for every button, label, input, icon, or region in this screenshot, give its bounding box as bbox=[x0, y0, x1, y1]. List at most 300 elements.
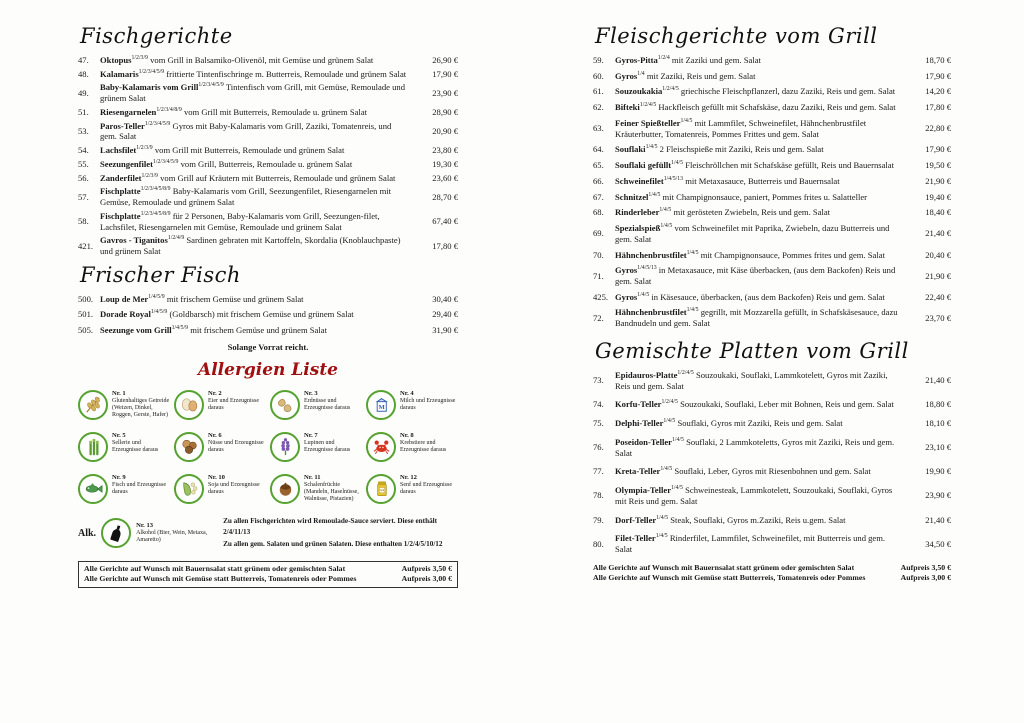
item-name: Oktopus bbox=[100, 55, 132, 65]
menu-item bbox=[78, 173, 458, 184]
item-number: 64. bbox=[593, 144, 604, 155]
allergen-item bbox=[78, 474, 170, 504]
item-description: in Käsesauce, überbacken, (aus dem Backofen) Reis und gem. Salat bbox=[651, 291, 885, 302]
allergen-item bbox=[78, 432, 170, 462]
item-text bbox=[615, 292, 907, 303]
item-allergen-codes: 1/2/3/4/5/9 bbox=[198, 82, 224, 89]
item-text bbox=[615, 160, 907, 171]
wheat-icon bbox=[78, 390, 108, 420]
item-number: 71. bbox=[593, 270, 604, 281]
allergen-number: Nr. 4 bbox=[400, 389, 414, 397]
item-description: Souflaki, Leber, Gyros mit Riesenbohnen und gem. Salat bbox=[674, 466, 871, 477]
item-allergen-codes: 1/4 bbox=[637, 70, 645, 77]
item-number: 80. bbox=[593, 538, 604, 549]
item-description: in Metaxasauce, mit Käse überbacken, (aus dem Backofen) Reis und gem. Salat bbox=[615, 265, 896, 287]
allergen-number: Nr. 13 bbox=[136, 522, 154, 530]
allergen-text bbox=[400, 474, 458, 496]
allergen-number: Nr. 12 bbox=[400, 473, 417, 481]
item-description: mit gerösteten Zwiebeln, Reis und gem. Salat bbox=[673, 207, 831, 218]
item-name: Schnitzel bbox=[615, 191, 649, 202]
allergen-text bbox=[136, 522, 214, 544]
item-allergen-codes: 1/2/4/5 bbox=[662, 86, 679, 93]
allergen-number: Nr. 5 bbox=[112, 431, 126, 439]
footer-note-price: Aufpreis 3,50 € bbox=[900, 562, 951, 572]
item-name: Loup de Mer bbox=[100, 293, 149, 304]
mustard-icon bbox=[366, 474, 396, 504]
item-description: griechische Fleischpflanzerl, dazu Zaziki, Reis und gem. Salat bbox=[680, 86, 896, 97]
item-description: Gyros mit Baby-Kalamaris vom Grill, Zaziki, Tomatenreis, und gem. Salat bbox=[100, 120, 392, 142]
allergen-label: Lupinen und Erzeugnisse daraus bbox=[304, 439, 351, 453]
item-text bbox=[615, 144, 907, 155]
item-number: 500. bbox=[78, 293, 94, 304]
allergen-item bbox=[78, 390, 170, 420]
allergen-text bbox=[208, 474, 266, 496]
item-text bbox=[615, 223, 907, 244]
item-name: Kreta-Teller bbox=[615, 466, 661, 477]
item-price: 19,40 € bbox=[925, 191, 951, 202]
item-allergen-codes: 1/4/5 bbox=[645, 144, 658, 151]
item-allergen-codes: 1/4/5 bbox=[686, 249, 699, 256]
item-text bbox=[100, 145, 414, 156]
item-price: 30,40 € bbox=[432, 293, 458, 304]
item-number: 63. bbox=[593, 123, 604, 134]
allergen-text bbox=[400, 390, 458, 412]
allergen-item-alcohol bbox=[78, 516, 458, 551]
menu-item bbox=[78, 309, 458, 320]
item-price: 21,40 € bbox=[925, 514, 951, 525]
menu-item bbox=[593, 370, 951, 391]
item-text bbox=[615, 250, 907, 261]
item-allergen-codes: 1/4/5/9 bbox=[171, 325, 189, 332]
item-text bbox=[615, 437, 907, 458]
item-price: 21,90 € bbox=[925, 175, 951, 186]
item-name: Schweinefilet bbox=[615, 175, 664, 186]
item-text bbox=[100, 186, 414, 207]
item-description: vom Schweinefilet mit Paprika, Zwiebeln, dazu Butterreis und gem. Salat bbox=[615, 223, 890, 244]
menu-item bbox=[593, 102, 951, 113]
menu-item bbox=[593, 399, 951, 410]
item-allergen-codes: 1/4/5 bbox=[656, 514, 669, 521]
item-text bbox=[615, 176, 907, 187]
allergen-label: Sellerie und Erzeugnisse daraus bbox=[112, 439, 159, 453]
section-title-fleischgerichte: Fleischgerichte vom Grill bbox=[595, 24, 878, 48]
item-price: 23,90 € bbox=[432, 87, 458, 98]
menu-item bbox=[78, 159, 458, 170]
allergen-label: Krebstiere und Erzeugnisse daraus bbox=[400, 439, 447, 453]
item-number: 49. bbox=[78, 87, 89, 98]
item-price: 67,40 € bbox=[432, 216, 458, 227]
allergen-item bbox=[270, 474, 362, 504]
item-text bbox=[615, 71, 907, 82]
item-text bbox=[615, 370, 907, 391]
item-price: 21,90 € bbox=[925, 270, 951, 281]
item-number: 73. bbox=[593, 375, 604, 386]
item-allergen-codes: 1/2/4 bbox=[657, 55, 670, 62]
item-text bbox=[615, 265, 907, 286]
allergen-label: Soja und Erzeugnisse daraus bbox=[208, 481, 260, 495]
menu-item bbox=[78, 69, 458, 80]
right-footer-notes bbox=[593, 563, 951, 584]
allergen-label: Glutenhaltiges Getreide (Weizen, Dinkel, Roggen, Gerste, Hafer) bbox=[112, 397, 170, 418]
menu-item bbox=[78, 294, 458, 305]
item-description: für 2 Personen, Baby-Kalamaris vom Grill, Seezungen-filet, Lachsfilet, Riesengarnelen mit Gemüse, Remoulade und grünem Salat bbox=[100, 210, 380, 232]
allergen-item bbox=[174, 390, 266, 420]
item-description: vom Grill auf Kräutern mit Butterreis, Remoulade und grünem Salat bbox=[160, 172, 396, 183]
allergen-number: Nr. 8 bbox=[400, 431, 414, 439]
item-description: Baby-Kalamaris vom Grill, Seezungenfilet, Riesengarnelen mit Gemüse, Remoulade und grünem Salat bbox=[100, 186, 392, 208]
item-name: Gyros bbox=[615, 70, 638, 81]
item-price: 28,90 € bbox=[432, 106, 458, 117]
item-name: Seezunge vom Grill bbox=[100, 325, 172, 336]
item-number: 54. bbox=[78, 145, 89, 156]
footer-note bbox=[593, 563, 951, 574]
item-number: 51. bbox=[78, 106, 89, 117]
item-number: 421. bbox=[78, 240, 94, 251]
item-description: frittierte Tintenfischringe m. Butterreis, Remoulade und grünem Salat bbox=[166, 68, 407, 79]
item-text bbox=[615, 55, 907, 66]
item-name: Lachsfilet bbox=[100, 145, 137, 156]
item-name: Paros-Teller bbox=[100, 120, 145, 131]
menu-item bbox=[593, 307, 951, 328]
item-price: 20,40 € bbox=[925, 249, 951, 260]
item-allergen-codes: 1/4/5 bbox=[659, 207, 672, 214]
fischgerichte-list bbox=[78, 55, 458, 257]
menu-item bbox=[593, 265, 951, 286]
menu-item bbox=[593, 118, 951, 139]
item-text bbox=[615, 466, 907, 477]
allergen-number: Nr. 11 bbox=[304, 473, 321, 481]
menu-item bbox=[593, 55, 951, 66]
item-description: Souzoukaki, Souflaki, Lammkotelett, Gyros mit Zaziki, Reis und gem. Salat bbox=[615, 369, 888, 391]
crab-icon bbox=[366, 432, 396, 462]
item-text bbox=[100, 121, 414, 142]
menu-item bbox=[78, 121, 458, 142]
item-price: 22,40 € bbox=[925, 291, 951, 302]
item-text bbox=[100, 325, 414, 336]
allergen-text bbox=[304, 390, 362, 412]
item-price: 18,40 € bbox=[925, 207, 951, 218]
footer-note bbox=[84, 564, 452, 575]
footer-note-price: Aufpreis 3,00 € bbox=[401, 574, 452, 584]
item-price: 18,80 € bbox=[925, 399, 951, 410]
allergen-label: Nüsse und Erzeugnisse daraus bbox=[208, 439, 264, 453]
item-number: 48. bbox=[78, 68, 89, 79]
item-description: vom Grill mit Butterreis, Remoulade und grünem Salat bbox=[154, 145, 345, 156]
allergy-note-remoulade: Zu allen Fischgerichten wird Remoulade-Sauce serviert. Diese enthält 2/4/11/13 bbox=[223, 516, 438, 537]
milk-icon bbox=[366, 390, 396, 420]
allergen-number: Nr. 1 bbox=[112, 389, 126, 397]
section-title-gemischte-platten: Gemischte Platten vom Grill bbox=[595, 338, 909, 363]
item-number: 55. bbox=[78, 158, 89, 169]
menu-item bbox=[593, 533, 951, 554]
item-name: Olympia-Teller bbox=[615, 485, 672, 496]
item-text bbox=[100, 173, 414, 184]
item-price: 17,80 € bbox=[432, 240, 458, 251]
menu-item bbox=[78, 211, 458, 232]
frischer-fisch-list bbox=[78, 294, 458, 336]
item-allergen-codes: 1/2/3/9 bbox=[141, 172, 158, 179]
allergen-number: Nr. 2 bbox=[208, 389, 222, 397]
item-price: 14,20 € bbox=[925, 86, 951, 97]
item-price: 26,90 € bbox=[432, 55, 458, 65]
footer-note-price: Aufpreis 3,00 € bbox=[900, 573, 951, 583]
item-price: 28,70 € bbox=[432, 191, 458, 202]
allergen-number: Nr. 7 bbox=[304, 431, 318, 439]
item-description: mit Champignonsauce, paniert, Pommes frites u. Salatteller bbox=[662, 191, 868, 202]
item-allergen-codes: 1/2/4/5 bbox=[677, 370, 694, 377]
item-name: Gyros-Pitta bbox=[615, 55, 658, 65]
footer-note bbox=[84, 574, 452, 585]
item-name: Hähnchenbrustfilet bbox=[615, 249, 687, 260]
item-number: 60. bbox=[593, 70, 604, 81]
item-name: Poseidon-Teller bbox=[615, 436, 672, 447]
menu-item bbox=[78, 235, 458, 256]
item-price: 23,10 € bbox=[925, 442, 951, 453]
allergen-label: Alkohol (Bier, Wein, Metaxa, Amaretto) bbox=[136, 530, 208, 544]
item-number: 70. bbox=[593, 249, 604, 260]
item-number: 47. bbox=[78, 55, 89, 65]
item-description: Souflaki, 2 Lammkoteletts, Gyros mit Zaziki, Reis und gem. Salat bbox=[615, 436, 895, 458]
menu-item bbox=[593, 160, 951, 171]
item-number: 75. bbox=[593, 418, 604, 429]
allergen-text bbox=[112, 474, 170, 496]
menu-item bbox=[78, 186, 458, 207]
item-allergen-codes: 1/4/5 bbox=[660, 466, 673, 473]
item-name: Hähnchenbrustfilet bbox=[615, 307, 687, 318]
item-number: 79. bbox=[593, 514, 604, 525]
allergen-item bbox=[270, 390, 362, 420]
item-name: Feiner Spießteller bbox=[615, 117, 681, 128]
item-text bbox=[615, 418, 907, 429]
item-number: 65. bbox=[593, 160, 604, 171]
footer-note-price: Aufpreis 3,50 € bbox=[401, 563, 452, 573]
item-description: vom Grill, Butterreis, Remoulade u. grünem Salat bbox=[180, 158, 353, 169]
item-text bbox=[615, 207, 907, 218]
item-number: 68. bbox=[593, 207, 604, 218]
item-price: 19,50 € bbox=[925, 160, 951, 171]
item-number: 53. bbox=[78, 126, 89, 137]
item-description: mit Lammfilet, Schweinefilet, Hähnchenbrustfilet Kräuterbutter, Tomatenreis, Pommes Frittes und gem. Salat bbox=[615, 117, 867, 139]
item-name: Rinderleber bbox=[615, 207, 660, 218]
footer-note bbox=[593, 573, 951, 584]
item-name: Korfu-Teller bbox=[615, 399, 662, 410]
allergen-label: Erdnüsse und Erzeugnisse daraus bbox=[304, 397, 351, 411]
item-name: Fischplatte bbox=[100, 186, 141, 197]
item-number: 501. bbox=[78, 309, 94, 320]
item-price: 18,10 € bbox=[925, 418, 951, 429]
item-price: 19,90 € bbox=[925, 466, 951, 477]
footer-note-text: Alle Gerichte auf Wunsch mit Bauernsalat statt grünem oder gemischten Salat bbox=[84, 563, 346, 573]
menu-item bbox=[593, 515, 951, 526]
allergy-list-title: Allergien Liste bbox=[198, 359, 338, 380]
footer-note-text: Alle Gerichte auf Wunsch mit Gemüse statt Butterreis, Tomatenreis oder Pommes bbox=[593, 573, 866, 583]
item-allergen-codes: 1/2/3/4/5/8/9 bbox=[140, 186, 171, 193]
lupin-icon bbox=[270, 432, 300, 462]
svg-text:M: M bbox=[378, 404, 385, 412]
gemischte-platten-list bbox=[593, 370, 951, 555]
item-description: Rinderfilet, Lammfilet, Schweinefilet, mit Butterreis und gem. Salat bbox=[615, 533, 886, 555]
item-name: Epidauros-Platte bbox=[615, 369, 678, 380]
item-price: 34,50 € bbox=[925, 538, 951, 549]
allergen-text bbox=[304, 432, 362, 454]
item-allergen-codes: 1/4/5 bbox=[680, 118, 693, 125]
item-description: Souflaki, Gyros mit Zaziki, Reis und gem. Salat bbox=[677, 418, 843, 429]
item-price: 17,80 € bbox=[925, 102, 951, 113]
menu-item bbox=[78, 145, 458, 156]
menu-item bbox=[593, 223, 951, 244]
item-text bbox=[615, 399, 907, 410]
celery-icon bbox=[78, 432, 108, 462]
allergy-note-salate: Zu allen gem. Salaten und grünen Salaten. Diese enthalten 1/2/4/5/10/12 bbox=[223, 539, 443, 548]
item-name: Zanderfilet bbox=[100, 172, 142, 183]
item-price: 23,70 € bbox=[925, 312, 951, 323]
item-description: mit frischem Gemüse und grünem Salat bbox=[166, 293, 304, 304]
allergen-number: Nr. 9 bbox=[112, 473, 126, 481]
item-price: 29,40 € bbox=[432, 309, 458, 320]
item-text bbox=[615, 118, 907, 139]
item-name: Gyros bbox=[615, 291, 638, 302]
footer-note-text: Alle Gerichte auf Wunsch mit Gemüse statt Butterreis, Tomatenreis oder Pommes bbox=[84, 574, 357, 584]
menu-item bbox=[593, 192, 951, 203]
item-allergen-codes: 1/4/5 bbox=[671, 437, 684, 444]
item-name: Gyros bbox=[615, 265, 638, 276]
item-name: Dorf-Teller bbox=[615, 514, 657, 525]
menu-item bbox=[78, 55, 458, 66]
item-number: 69. bbox=[593, 228, 604, 239]
item-text bbox=[100, 107, 414, 118]
item-allergen-codes: 1/2/3/4/8/9 bbox=[156, 107, 182, 114]
item-number: 58. bbox=[78, 216, 89, 227]
item-price: 21,40 € bbox=[925, 375, 951, 386]
right-column bbox=[593, 24, 951, 584]
item-name: Fischplatte bbox=[100, 210, 141, 221]
item-text bbox=[615, 192, 907, 203]
peanut-icon bbox=[270, 390, 300, 420]
item-description: Tintenfisch vom Grill, mit Gemüse, Remoulade und grünem Salat bbox=[100, 82, 405, 104]
item-price: 17,90 € bbox=[432, 68, 458, 79]
menu-item bbox=[593, 292, 951, 303]
menu-item bbox=[593, 250, 951, 261]
item-text bbox=[100, 309, 414, 320]
item-number: 66. bbox=[593, 175, 604, 186]
allergen-item bbox=[174, 474, 266, 504]
item-price: 23,80 € bbox=[432, 145, 458, 156]
item-description: mit frischem Gemüse und grünem Salat bbox=[190, 325, 327, 336]
menu-item bbox=[78, 325, 458, 336]
menu-item bbox=[593, 71, 951, 82]
left-column bbox=[78, 24, 458, 588]
item-allergen-codes: 1/4/5 bbox=[663, 418, 676, 425]
item-allergen-codes: 1/2/3/4/5/9 bbox=[153, 159, 179, 166]
item-description: 2 Fleischspieße mit Zaziki, Reis und gem. Salat bbox=[659, 144, 824, 155]
item-name: Gavros - Tiganitos bbox=[100, 235, 168, 246]
item-text bbox=[100, 294, 414, 305]
fleischgerichte-list bbox=[593, 55, 951, 329]
item-description: Schweinesteak, Lammkotelett, Souzoukaki, Souflaki, Gyros mit Reis und gem. Salat bbox=[615, 485, 893, 506]
allergy-grid bbox=[78, 390, 458, 504]
item-price: 22,80 € bbox=[925, 123, 951, 134]
item-name: Delphi-Teller bbox=[615, 418, 664, 429]
item-price: 19,30 € bbox=[432, 158, 458, 169]
item-description: Hackfleisch gefüllt mit Schafskäse, dazu Zaziki, Reis und gem. Salat bbox=[658, 102, 896, 113]
item-number: 67. bbox=[593, 191, 604, 202]
item-allergen-codes: 1/4/5 bbox=[655, 533, 668, 540]
allergen-item bbox=[366, 474, 458, 504]
vorrat-note: Solange Vorrat reicht. bbox=[227, 341, 309, 352]
menu-item bbox=[593, 418, 951, 429]
allergen-number: Nr. 6 bbox=[208, 431, 222, 439]
allergen-text bbox=[400, 432, 458, 454]
allergen-number: Nr. 10 bbox=[208, 473, 225, 481]
item-price: 17,90 € bbox=[925, 144, 951, 155]
item-name: Seezungenfilet bbox=[100, 158, 153, 169]
hazelnut-icon bbox=[270, 474, 300, 504]
item-description: Fleischröllchen mit Schafskäse gefüllt, Reis und Bauernsalat bbox=[685, 160, 895, 171]
item-text bbox=[100, 82, 414, 103]
section-title-frischer-fisch: Frischer Fisch bbox=[80, 262, 241, 287]
item-name: Spezialspieß bbox=[615, 223, 661, 234]
menu-item bbox=[593, 207, 951, 218]
alk-label: Alk. bbox=[78, 527, 97, 539]
item-price: 21,40 € bbox=[925, 228, 951, 239]
allergen-label: Fisch und Erzeugnisse daraus bbox=[112, 481, 166, 495]
item-number: 425. bbox=[593, 291, 609, 302]
menu-item bbox=[593, 86, 951, 97]
allergen-label: Schalenfrüchte (Mandeln, Haselnüsse, Walnüsse, Pistazien) bbox=[304, 481, 359, 502]
item-price: 23,60 € bbox=[432, 172, 458, 183]
fish-icon bbox=[78, 474, 108, 504]
item-number: 62. bbox=[593, 102, 604, 113]
allergen-item bbox=[270, 432, 362, 462]
item-name: Souzoukakia bbox=[615, 86, 663, 97]
item-price: 23,90 € bbox=[925, 490, 951, 501]
egg-icon bbox=[174, 390, 204, 420]
item-description: gegrillt, mit Mozzarella gefüllt, in Schafskäsesauce, dazu Bandnudeln und gem. Salat bbox=[615, 307, 898, 329]
menu-item bbox=[593, 485, 951, 506]
item-allergen-codes: 1/4/5/9 bbox=[150, 309, 168, 316]
item-price: 31,90 € bbox=[432, 325, 458, 336]
menu-item bbox=[78, 107, 458, 118]
allergen-text bbox=[208, 390, 266, 412]
item-text bbox=[100, 235, 414, 256]
item-description: mit Zaziki und gem. Salat bbox=[671, 55, 761, 65]
item-allergen-codes: 1/2/3/4/5/8/9 bbox=[140, 210, 171, 217]
item-allergen-codes: 1/4/5 bbox=[671, 485, 683, 492]
item-allergen-codes: 1/2/4/5 bbox=[661, 399, 678, 406]
left-footer-box bbox=[78, 561, 458, 588]
allergen-text bbox=[304, 474, 362, 503]
item-name: Riesengarnelen bbox=[100, 106, 157, 117]
item-text bbox=[100, 55, 414, 66]
item-name: Bifteki bbox=[615, 102, 640, 113]
item-allergen-codes: 1/4/5 bbox=[686, 307, 699, 314]
item-text bbox=[100, 159, 414, 170]
nuts-icon bbox=[174, 432, 204, 462]
item-allergen-codes: 1/4/5/13 bbox=[637, 265, 657, 272]
item-number: 78. bbox=[593, 490, 604, 501]
allergen-text bbox=[112, 390, 170, 419]
item-price: 20,90 € bbox=[432, 126, 458, 137]
menu-item bbox=[593, 437, 951, 458]
item-allergen-codes: 1/2/4/5 bbox=[639, 102, 657, 109]
item-number: 505. bbox=[78, 325, 94, 336]
item-allergen-codes: 1/2/3/9 bbox=[136, 145, 153, 152]
section-title-fischgerichte: Fischgerichte bbox=[80, 24, 233, 48]
footer-note-text: Alle Gerichte auf Wunsch mit Bauernsalat statt grünem oder gemischten Salat bbox=[593, 562, 855, 572]
item-number: 57. bbox=[78, 191, 89, 202]
item-text bbox=[100, 211, 414, 232]
item-allergen-codes: 1/2/4/9 bbox=[167, 235, 185, 242]
